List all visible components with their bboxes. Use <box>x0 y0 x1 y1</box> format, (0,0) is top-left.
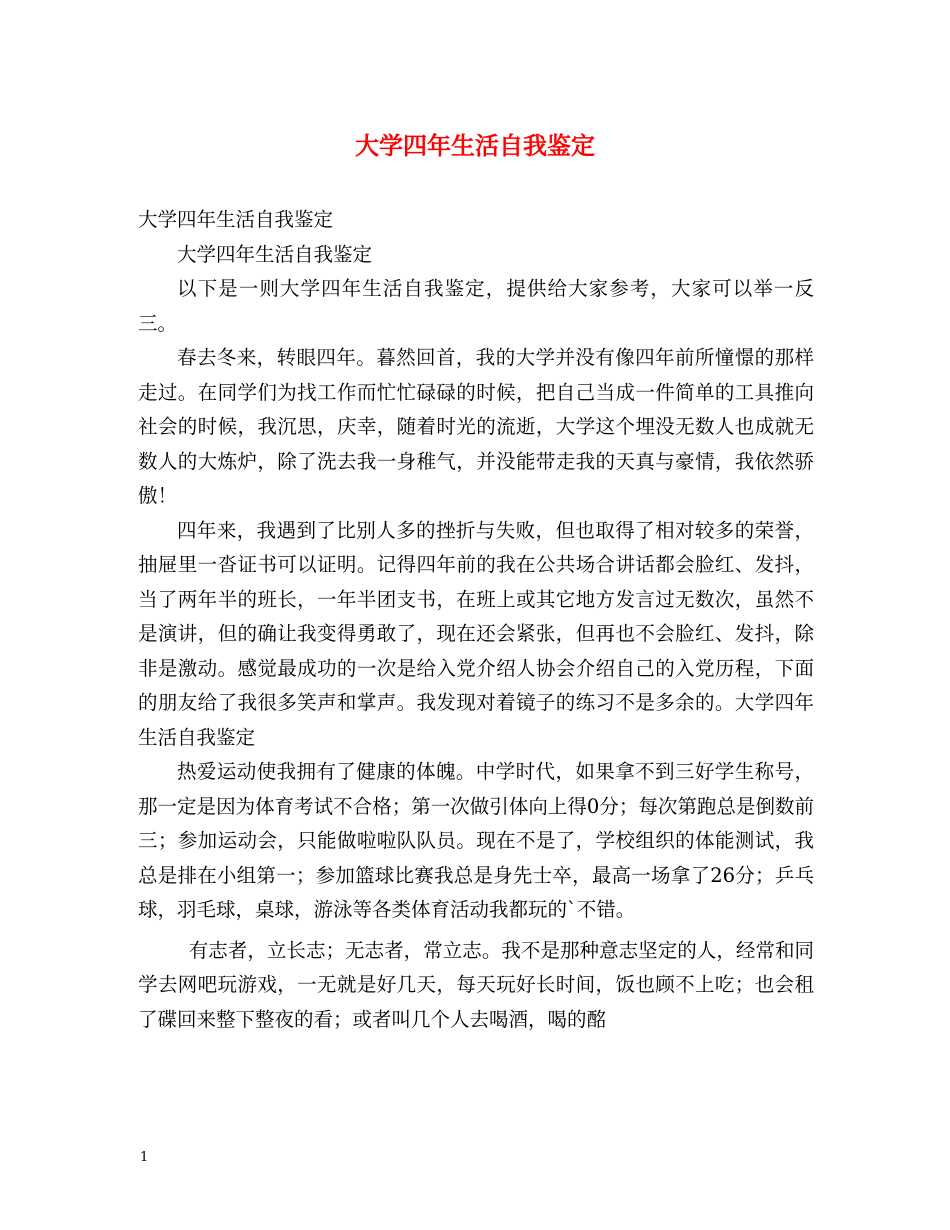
document-title: 大学四年生活自我鉴定 <box>355 131 595 160</box>
paragraph-subheading: 大学四年生活自我鉴定 <box>177 242 373 266</box>
paragraph-intro: 以下是一则大学四年生活自我鉴定，提供给大家参考，大家可以举一反三。 <box>138 277 814 335</box>
document-body <box>138 203 814 1037</box>
paragraph-honors: 四年来，我遇到了比别人多的挫折与失败，但也取得了相对较多的荣誉，抽屉里一沓证书可以证明。记得四年前的我在公共场合讲话都会脸红、发抖，当了两年半的班长，一年半团支书，在班上或其它地方发言过无数次，虽然不是演讲，但的确让我变得勇敢了，现在还会紧张，但再也不会脸红、发抖，除非是激动。感觉最成功的一次是给入党介绍人协会介绍自己的入党历程，下面的朋友给了我很多笑声和掌声。我发现对着镜子的练习不是多余的。大学四年生活自我鉴定 <box>138 518 814 749</box>
paragraph-reflection: 春去冬来，转眼四年。暮然回首，我的大学并没有像四年前所憧憬的那样走过。在同学们为找工作而忙忙碌碌的时候，把自己当成一件简单的工具推向社会的时候，我沉思，庆幸，随着时光的流逝，大学这个埋没无数人也成就无数人的大炼炉，除了洗去我一身稚气，并没能带走我的天真与豪情，我依然骄傲！ <box>138 346 814 507</box>
paragraph-sports: 热爱运动使我拥有了健康的体魄。中学时代，如果拿不到三好学生称号，那一定是因为体育考试不合格；第一次做引体向上得0分；每次第跑总是倒数前三；参加运动会，只能做啦啦队队员。现在不是了，学校组织的体能测试，我总是排在小组第一；参加篮球比赛我总是身先士卒，最高一场拿了26分；乒乓球，羽毛球，桌球，游泳等各类体育活动我都玩的`不错。 <box>138 760 814 921</box>
paragraph-heading: 大学四年生活自我鉴定 <box>138 208 334 231</box>
page-number: 1 <box>140 1150 149 1165</box>
paragraph-willpower: 有志者，立长志；无志者，常立志。我不是那种意志坚定的人，经常和同学去网吧玩游戏，一无就是好几天，每天玩好长时间，饭也顾不上吃；也会租了碟回来整下整夜的看；或者叫几个人去喝酒，喝的酩 <box>138 938 814 1031</box>
